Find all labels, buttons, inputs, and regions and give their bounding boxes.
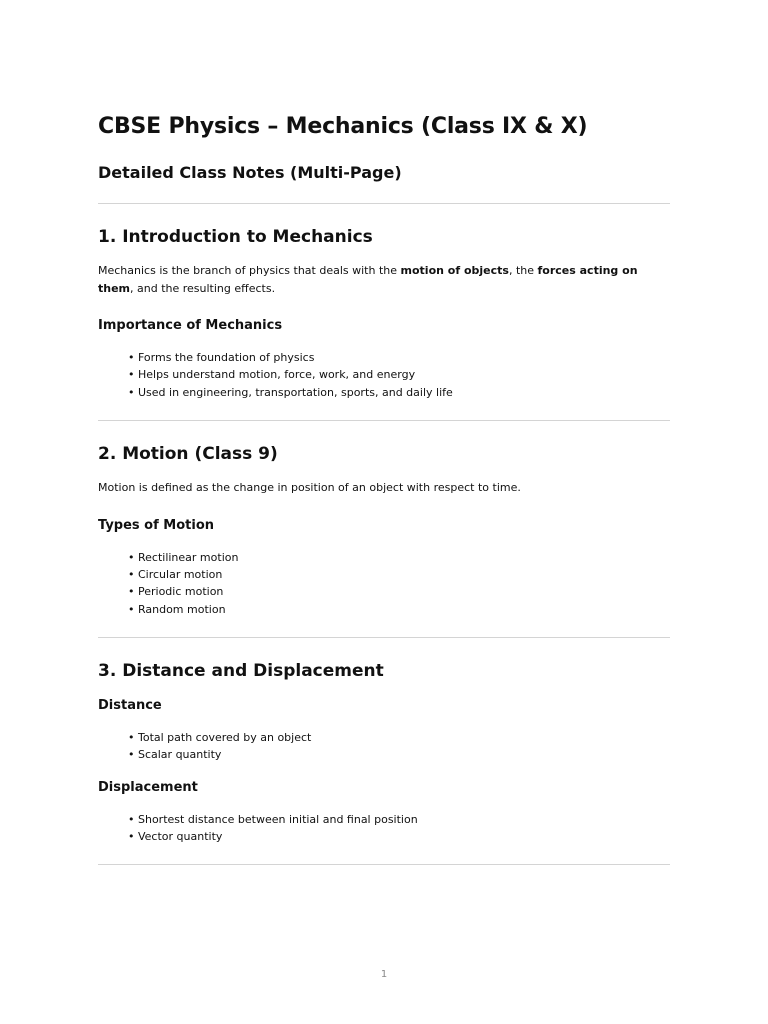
intro-text: , the: [508, 264, 538, 277]
subsection-heading-importance: Importance of Mechanics: [98, 318, 283, 333]
list-item: • Scalar quantity: [128, 748, 222, 762]
section-intro-paragraph: [98, 262, 670, 298]
intro-bold-text: forces acting on them: [98, 264, 638, 295]
list-item: • Rectilinear motion: [128, 550, 239, 564]
importance-list: [98, 349, 670, 401]
types-of-motion-list: [98, 549, 670, 618]
document-subtitle: Detailed Class Notes (Multi-Page): [98, 163, 402, 182]
list-item: • Random motion: [128, 602, 226, 616]
list-item: • Periodic motion: [128, 585, 224, 599]
section-divider: [98, 864, 670, 865]
list-item: • Vector quantity: [128, 829, 223, 843]
intro-text: Mechanics is the branch of physics that deals with the: [98, 264, 401, 277]
section-intro-paragraph: Motion is defined as the change in position of an object with respect to time.: [98, 480, 521, 494]
list-item: • Total path covered by an object: [128, 731, 312, 745]
displacement-list: [98, 811, 670, 846]
intro-bold-text: motion of objects: [400, 264, 509, 277]
section-divider: [98, 203, 670, 204]
section-divider: [98, 637, 670, 638]
list-item: • Forms the foundation of physics: [128, 351, 315, 364]
list-item: • Used in engineering, transportation, sports, and daily life: [128, 385, 453, 399]
section-divider: [98, 420, 670, 421]
section-heading-distance-displacement: 3. Distance and Displacement: [98, 661, 384, 682]
section-heading-motion: 2. Motion (Class 9): [98, 443, 278, 464]
subsection-heading-distance: Distance: [98, 698, 162, 714]
intro-text: , and the resulting effects.: [130, 282, 276, 295]
section-heading-introduction: 1. Introduction to Mechanics: [98, 227, 373, 247]
subsection-heading-types-of-motion: Types of Motion: [98, 517, 215, 533]
distance-list: [98, 729, 670, 764]
document-title: CBSE Physics – Mechanics (Class IX & X): [98, 114, 588, 139]
document-page: [98, 110, 670, 865]
list-item: • Circular motion: [128, 568, 223, 582]
subsection-heading-displacement: Displacement: [98, 779, 198, 795]
list-item: • Helps understand motion, force, work, and energy: [128, 368, 416, 382]
page-number: 1: [380, 969, 388, 980]
list-item: • Shortest distance between initial and final position: [128, 812, 418, 826]
